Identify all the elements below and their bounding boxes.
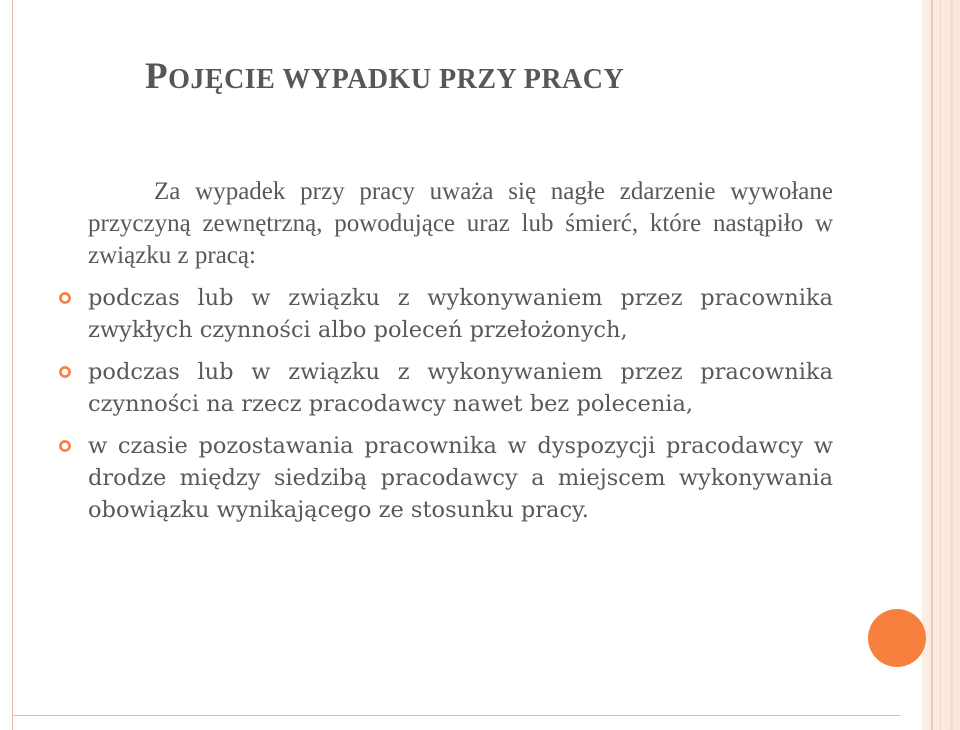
slide-right-band (922, 0, 960, 730)
list-item (88, 282, 833, 346)
decorative-orange-circle (868, 609, 926, 667)
slide-frame-bottom (12, 715, 900, 716)
title-lead-letter: P (145, 56, 169, 97)
list-item (88, 356, 833, 420)
list-item-text: w czasie pozostawania pracownika w dyspozycji pracodawcy w drodze między siedzibą pracodawcy a miejscem wykonywania obowiązku wynikającego ze stosunku pracy. (88, 433, 833, 523)
intro-paragraph: Za wypadek przy pracy uważa się nagłe zdarzenie wywołane przyczyną zewnętrzną, powodujące uraz lub śmierć, które nastąpiło w związku z pracą: (88, 178, 833, 269)
list-item-text: podczas lub w związku z wykonywaniem przez pracownika zwykłych czynności albo poleceń przełożonych, (88, 285, 833, 343)
list-item-text: podczas lub w związku z wykonywaniem przez pracownika czynności na rzecz pracodawcy nawet bez polecenia, (88, 359, 833, 417)
slide-content (88, 176, 833, 536)
title-rest: OJĘCIE WYPADKU PRZY PRACY (168, 64, 625, 95)
orange-ring-bullet-icon (58, 291, 72, 305)
orange-ring-bullet-icon (58, 365, 72, 379)
list-item (88, 430, 833, 526)
decor-line (931, 0, 933, 730)
slide-title (145, 55, 624, 98)
slide-frame-left (12, 0, 13, 730)
orange-ring-bullet-icon (58, 439, 72, 453)
decor-line (940, 0, 941, 730)
decor-line (950, 0, 953, 730)
